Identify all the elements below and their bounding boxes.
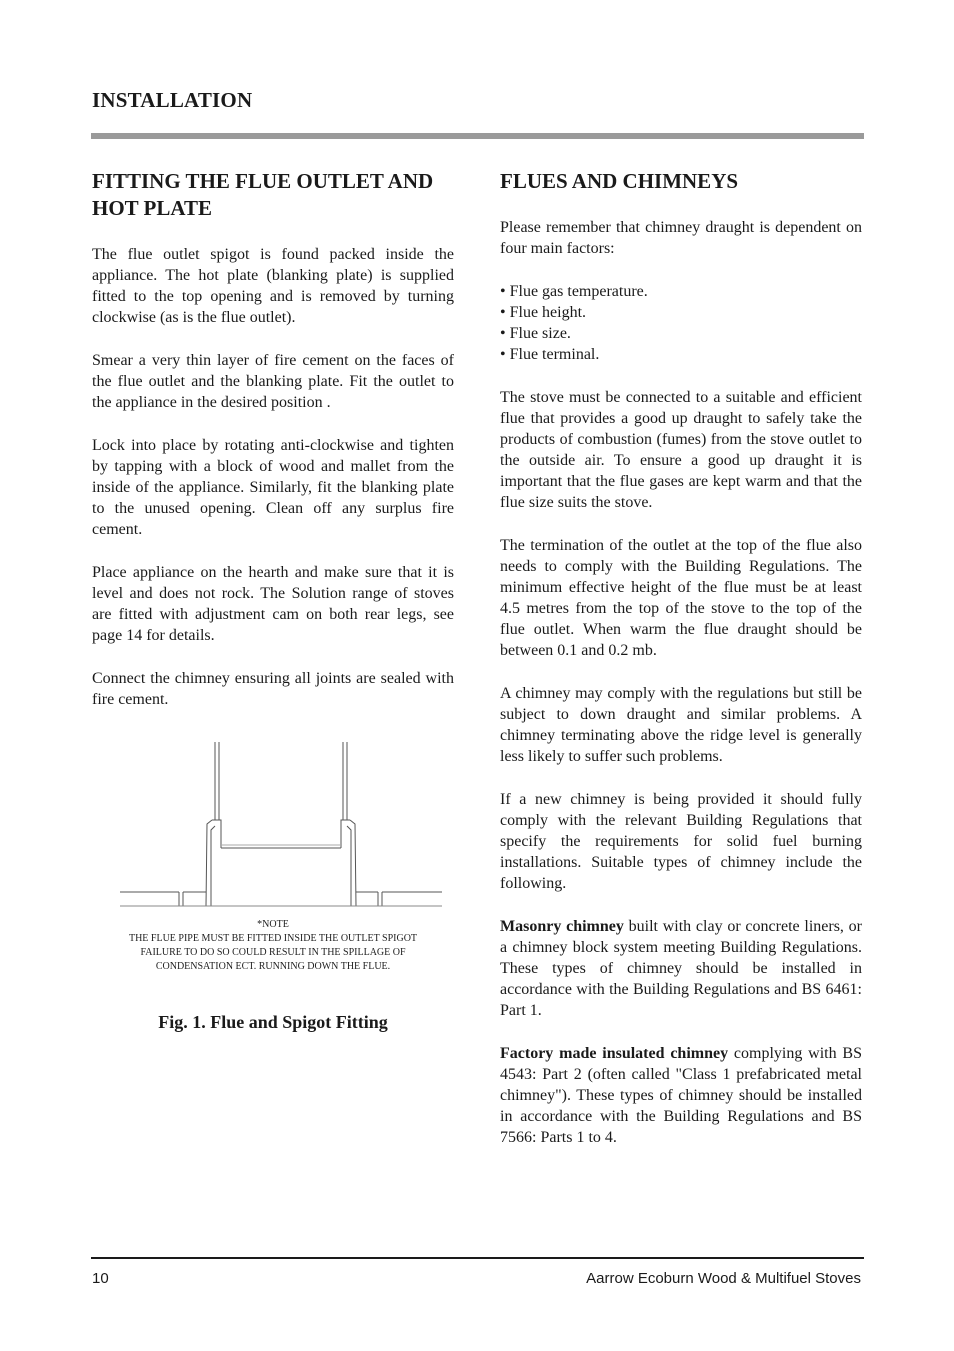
left-paragraph: Connect the chimney ensuring all joints are sealed with fire cement.	[92, 670, 454, 708]
factory-chimney-term: Factory made insulated chimney	[500, 1045, 729, 1062]
figure-note-title: *NOTE	[257, 919, 289, 930]
right-paragraph: The stove must be connected to a suitable and efficient flue that provides a good up draught to safely take the products of combustion (fumes) from the stove outlet to the outside air. To ensure a good up draught it is important that the flue gases are kept warm and that the flue size suits the stove.	[500, 389, 862, 511]
list-item: • Flue height.	[500, 304, 587, 321]
list-item: • Flue size.	[500, 325, 571, 342]
masonry-chimney-text: built with clay or concrete liners, or a chimney block system meeting Building Regulations. These types of chimney should be installed in accordance with the Building Regulations and BS 6461: Part 1.	[500, 918, 863, 1019]
left-paragraph: The flue outlet spigot is found packed inside the appliance. The hot plate (blanking plate) is supplied fitted to the top opening and is removed by turning clockwise (as is the flue outlet).	[92, 246, 454, 326]
masonry-chimney-paragraph	[500, 916, 862, 1021]
figure-caption: Fig. 1. Flue and Spigot Fitting	[158, 1012, 388, 1032]
list-item: • Flue gas temperature.	[500, 283, 648, 300]
section-title: INSTALLATION	[92, 88, 253, 112]
factory-chimney-text: complying with BS 4543: Part 2 (often called "Class 1 prefabricated metal chimney"). These types of chimney should be installed in accordance with the Building Regulations and BS 7566: Parts 1 to 4.	[500, 1045, 862, 1146]
figure-note-line: CONDENSATION ECT. RUNNING DOWN THE FLUE.	[155, 961, 391, 972]
masonry-chimney-term: Masonry chimney	[500, 918, 624, 935]
right-heading: FLUES AND CHIMNEYS	[500, 169, 739, 193]
draught-factors-list	[500, 281, 862, 365]
right-paragraph: A chimney may comply with the regulations but still be subject to down draught and similar problems. A chimney terminating above the ridge level is generally less likely to suffer such problems.	[500, 685, 862, 765]
left-paragraph: Lock into place by rotating anti-clockwise and tighten by tapping with a block of wood and mallet from the inside of the appliance. Similarly, fit the blanking plate to the unused opening. Clean off any surplus fire cement.	[92, 437, 454, 538]
figure-note	[92, 918, 454, 974]
publication-title: Aarrow Ecoburn Wood & Multifuel Stoves	[586, 1270, 861, 1287]
right-intro: Please remember that chimney draught is dependent on four main factors:	[500, 219, 862, 257]
figure-note-line: THE FLUE PIPE MUST BE FITTED INSIDE THE OUTLET SPIGOT	[128, 933, 418, 944]
flue-spigot-diagram	[120, 740, 442, 910]
flue-spigot-figure	[92, 740, 454, 1070]
factory-chimney-paragraph	[500, 1043, 862, 1148]
top-rule	[91, 133, 864, 139]
left-paragraph: Place appliance on the hearth and make sure that it is level and does not rock. The Solution range of stoves are fitted with adjustment cam on both rear legs, see page 14 for details.	[92, 564, 454, 644]
list-item: • Flue terminal.	[500, 346, 600, 363]
left-column	[92, 168, 454, 1070]
right-column	[500, 168, 862, 1170]
right-paragraph: The termination of the outlet at the top of the flue also needs to comply with the Building Regulations. The minimum effective height of the flue must be at least 4.5 metres from the top of the stove to the top of the flue outlet. When warm the flue draught should be between 0.1 and 0.2 mb.	[500, 537, 862, 659]
bottom-rule	[91, 1257, 864, 1259]
right-paragraph: If a new chimney is being provided it should fully comply with the relevant Building Regulations that specify the requirements for solid fuel burning installations. Suitable types of chimney include the following.	[500, 791, 862, 892]
left-heading: FITTING THE FLUE OUTLET AND HOT PLATE	[92, 169, 434, 220]
figure-note-line: FAILURE TO DO SO COULD RESULT IN THE SPILLAGE OF	[140, 947, 406, 958]
left-paragraph: Smear a very thin layer of fire cement on the faces of the flue outlet and the blanking plate. Fit the outlet to the appliance in the desired position .	[92, 352, 454, 411]
page-number: 10	[92, 1270, 109, 1287]
